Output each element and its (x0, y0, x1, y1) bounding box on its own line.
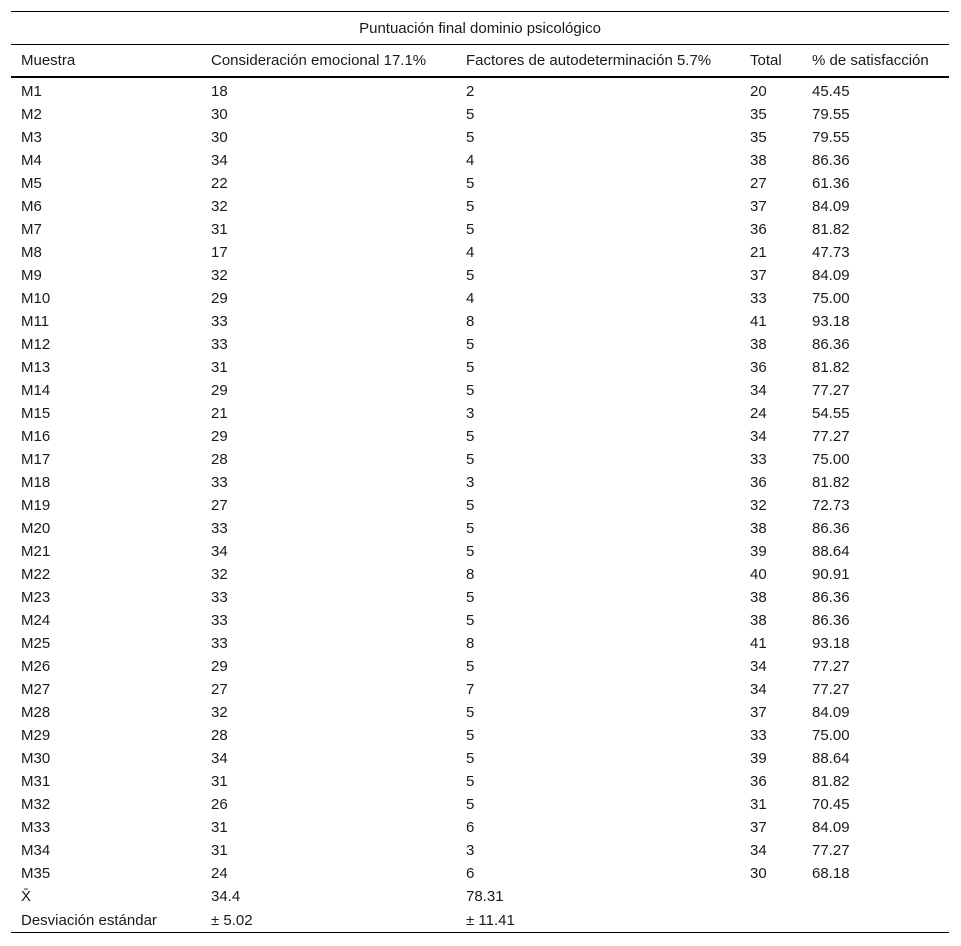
cell-satisfaccion: 68.18 (812, 865, 850, 882)
cell-total: 27 (750, 175, 767, 192)
cell-consideracion-emocional: 31 (211, 773, 228, 790)
cell-total: 41 (750, 635, 767, 652)
cell-muestra: M9 (21, 267, 42, 284)
col-header-satisfaccion: % de satisfacción (802, 45, 949, 78)
cell-factores-autodeterminacion: 5 (466, 336, 475, 353)
cell-consideracion-emocional: 31 (211, 221, 228, 238)
cell-satisfaccion: 75.00 (812, 727, 850, 744)
table-row (11, 126, 949, 149)
cell-consideracion-emocional: 30 (211, 129, 228, 146)
cell-factores-autodeterminacion: 4 (466, 244, 475, 261)
cell-total: 35 (750, 129, 767, 146)
cell-consideracion-emocional: 32 (211, 566, 228, 583)
cell-factores-autodeterminacion: 6 (466, 819, 475, 836)
cell-total: 33 (750, 451, 767, 468)
cell-factores-autodeterminacion: 5 (466, 267, 475, 284)
table-row (11, 655, 949, 678)
mean-row (11, 885, 949, 908)
summary-cell: ± 11.41 (456, 908, 740, 933)
cell-factores-autodeterminacion: 5 (466, 612, 475, 629)
cell-satisfaccion: 54.55 (812, 405, 850, 422)
cell-factores-autodeterminacion: 3 (466, 842, 475, 859)
cell-factores-autodeterminacion: 5 (466, 106, 475, 123)
cell-satisfaccion: 93.18 (812, 313, 850, 330)
cell-total: 38 (750, 520, 767, 537)
summary-cell (802, 885, 949, 908)
cell-total: 39 (750, 543, 767, 560)
cell-factores-autodeterminacion: 7 (466, 681, 475, 698)
cell-consideracion-emocional: 33 (211, 313, 228, 330)
cell-muestra: M5 (21, 175, 42, 192)
cell-total: 31 (750, 796, 767, 813)
cell-factores-autodeterminacion: 5 (466, 704, 475, 721)
cell-factores-autodeterminacion: 5 (466, 198, 475, 215)
cell-satisfaccion: 75.00 (812, 451, 850, 468)
cell-satisfaccion: 88.64 (812, 543, 850, 560)
cell-consideracion-emocional: 32 (211, 704, 228, 721)
table-caption: Puntuación final dominio psicológico (11, 12, 949, 45)
column-header-row (11, 45, 949, 78)
cell-total: 36 (750, 359, 767, 376)
cell-total: 34 (750, 658, 767, 675)
cell-muestra: M17 (21, 451, 51, 468)
cell-satisfaccion: 72.73 (812, 497, 850, 514)
cell-muestra: M8 (21, 244, 42, 261)
cell-total: 32 (750, 497, 767, 514)
cell-factores-autodeterminacion: 2 (466, 83, 475, 100)
table-row (11, 77, 949, 103)
cell-muestra: M2 (21, 106, 42, 123)
table-row (11, 310, 949, 333)
cell-consideracion-emocional: 33 (211, 336, 228, 353)
cell-muestra: M1 (21, 83, 42, 100)
cell-consideracion-emocional: 17 (211, 244, 228, 261)
cell-consideracion-emocional: 31 (211, 819, 228, 836)
cell-total: 39 (750, 750, 767, 767)
summary-cell: Desviación estándar (11, 908, 201, 933)
cell-satisfaccion: 77.27 (812, 428, 850, 445)
cell-consideracion-emocional: 24 (211, 865, 228, 882)
table-row (11, 678, 949, 701)
table-row (11, 379, 949, 402)
table-row (11, 494, 949, 517)
table-row (11, 195, 949, 218)
cell-satisfaccion: 79.55 (812, 106, 850, 123)
cell-satisfaccion: 84.09 (812, 819, 850, 836)
cell-consideracion-emocional: 33 (211, 474, 228, 491)
cell-total: 40 (750, 566, 767, 583)
cell-consideracion-emocional: 22 (211, 175, 228, 192)
cell-consideracion-emocional: 33 (211, 589, 228, 606)
table-row (11, 218, 949, 241)
table-row (11, 172, 949, 195)
cell-muestra: M30 (21, 750, 51, 767)
std-dev-row (11, 908, 949, 933)
cell-consideracion-emocional: 18 (211, 83, 228, 100)
cell-total: 34 (750, 681, 767, 698)
cell-total: 38 (750, 152, 767, 169)
cell-total: 34 (750, 842, 767, 859)
table-row (11, 448, 949, 471)
table-row (11, 241, 949, 264)
cell-muestra: M32 (21, 796, 51, 813)
summary-cell: X̄ (21, 888, 32, 905)
table-row (11, 816, 949, 839)
cell-consideracion-emocional: 33 (211, 520, 228, 537)
cell-consideracion-emocional: 34 (211, 750, 228, 767)
cell-satisfaccion: 86.36 (812, 336, 850, 353)
summary-cell: ± 5.02 (201, 908, 456, 933)
cell-total: 36 (750, 474, 767, 491)
cell-satisfaccion: 86.36 (812, 520, 850, 537)
cell-consideracion-emocional: 34 (211, 543, 228, 560)
cell-satisfaccion: 61.36 (812, 175, 850, 192)
cell-muestra: M11 (21, 313, 50, 330)
cell-factores-autodeterminacion: 5 (466, 589, 475, 606)
cell-consideracion-emocional: 26 (211, 796, 228, 813)
cell-satisfaccion: 86.36 (812, 152, 850, 169)
cell-total: 36 (750, 773, 767, 790)
cell-consideracion-emocional: 28 (211, 451, 228, 468)
cell-muestra: M23 (21, 589, 51, 606)
cell-total: 33 (750, 727, 767, 744)
cell-muestra: M25 (21, 635, 51, 652)
summary-cell (740, 908, 802, 933)
table-row (11, 770, 949, 793)
cell-consideracion-emocional: 30 (211, 106, 228, 123)
cell-factores-autodeterminacion: 5 (466, 658, 475, 675)
cell-factores-autodeterminacion: 5 (466, 359, 475, 376)
cell-total: 41 (750, 313, 767, 330)
cell-muestra: M22 (21, 566, 51, 583)
cell-satisfaccion: 84.09 (812, 267, 850, 284)
cell-muestra: M14 (21, 382, 51, 399)
table-caption-row (11, 12, 949, 45)
col-header-total: Total (740, 45, 802, 78)
cell-muestra: M26 (21, 658, 51, 675)
cell-muestra: M16 (21, 428, 51, 445)
cell-factores-autodeterminacion: 5 (466, 451, 475, 468)
cell-muestra: M3 (21, 129, 42, 146)
cell-factores-autodeterminacion: 3 (466, 474, 475, 491)
cell-total: 37 (750, 704, 767, 721)
table-row (11, 333, 949, 356)
cell-total: 33 (750, 290, 767, 307)
cell-total: 37 (750, 267, 767, 284)
col-header-consideracion-emocional: Consideración emocional 17.1% (201, 45, 456, 78)
cell-satisfaccion: 47.73 (812, 244, 850, 261)
table-row (11, 563, 949, 586)
table-row (11, 287, 949, 310)
cell-total: 38 (750, 589, 767, 606)
table-row (11, 425, 949, 448)
cell-muestra: M6 (21, 198, 42, 215)
cell-factores-autodeterminacion: 8 (466, 635, 475, 652)
cell-muestra: M10 (21, 290, 51, 307)
cell-total: 24 (750, 405, 767, 422)
cell-factores-autodeterminacion: 5 (466, 497, 475, 514)
table-row (11, 540, 949, 563)
cell-total: 37 (750, 198, 767, 215)
cell-total: 38 (750, 612, 767, 629)
table-row (11, 701, 949, 724)
table-summary (11, 885, 949, 933)
table-row (11, 632, 949, 655)
cell-satisfaccion: 77.27 (812, 842, 850, 859)
cell-factores-autodeterminacion: 5 (466, 428, 475, 445)
cell-muestra: M7 (21, 221, 42, 238)
table-row (11, 609, 949, 632)
cell-consideracion-emocional: 29 (211, 658, 228, 675)
table-row (11, 471, 949, 494)
cell-satisfaccion: 86.36 (812, 589, 850, 606)
table-row (11, 586, 949, 609)
cell-factores-autodeterminacion: 4 (466, 290, 475, 307)
cell-factores-autodeterminacion: 5 (466, 796, 475, 813)
cell-satisfaccion: 75.00 (812, 290, 850, 307)
cell-muestra: M4 (21, 152, 42, 169)
col-header-muestra: Muestra (11, 45, 201, 78)
cell-factores-autodeterminacion: 5 (466, 750, 475, 767)
cell-consideracion-emocional: 31 (211, 359, 228, 376)
cell-total: 38 (750, 336, 767, 353)
cell-satisfaccion: 84.09 (812, 704, 850, 721)
cell-factores-autodeterminacion: 5 (466, 129, 475, 146)
cell-factores-autodeterminacion: 6 (466, 865, 475, 882)
cell-muestra: M20 (21, 520, 51, 537)
cell-factores-autodeterminacion: 5 (466, 773, 475, 790)
cell-muestra: M33 (21, 819, 51, 836)
cell-consideracion-emocional: 28 (211, 727, 228, 744)
psychological-domain-table (11, 11, 949, 933)
summary-cell: 78.31 (466, 888, 504, 905)
cell-total: 30 (750, 865, 767, 882)
cell-satisfaccion: 81.82 (812, 773, 850, 790)
cell-muestra: M12 (21, 336, 51, 353)
cell-muestra: M34 (21, 842, 51, 859)
cell-factores-autodeterminacion: 5 (466, 543, 475, 560)
table-body (11, 77, 949, 885)
table-row (11, 356, 949, 379)
cell-factores-autodeterminacion: 5 (466, 727, 475, 744)
cell-muestra: M29 (21, 727, 51, 744)
cell-consideracion-emocional: 33 (211, 635, 228, 652)
cell-consideracion-emocional: 34 (211, 152, 228, 169)
cell-satisfaccion: 70.45 (812, 796, 850, 813)
cell-total: 35 (750, 106, 767, 123)
col-header-factores-autodeterminacion: Factores de autodeterminación 5.7% (456, 45, 740, 78)
cell-muestra: M24 (21, 612, 51, 629)
cell-total: 37 (750, 819, 767, 836)
cell-satisfaccion: 84.09 (812, 198, 850, 215)
table-row (11, 402, 949, 425)
table-row (11, 724, 949, 747)
cell-muestra: M18 (21, 474, 51, 491)
cell-total: 34 (750, 382, 767, 399)
cell-consideracion-emocional: 27 (211, 681, 228, 698)
cell-factores-autodeterminacion: 3 (466, 405, 475, 422)
table-row (11, 793, 949, 816)
cell-factores-autodeterminacion: 8 (466, 313, 475, 330)
cell-muestra: M35 (21, 865, 51, 882)
data-table-container (11, 11, 949, 933)
cell-factores-autodeterminacion: 5 (466, 175, 475, 192)
cell-factores-autodeterminacion: 8 (466, 566, 475, 583)
cell-satisfaccion: 77.27 (812, 382, 850, 399)
cell-consideracion-emocional: 32 (211, 267, 228, 284)
cell-factores-autodeterminacion: 4 (466, 152, 475, 169)
cell-muestra: M15 (21, 405, 51, 422)
cell-muestra: M19 (21, 497, 51, 514)
summary-cell: 34.4 (211, 888, 241, 905)
table-row (11, 862, 949, 885)
cell-muestra: M13 (21, 359, 51, 376)
cell-satisfaccion: 86.36 (812, 612, 850, 629)
cell-satisfaccion: 93.18 (812, 635, 850, 652)
cell-total: 36 (750, 221, 767, 238)
cell-factores-autodeterminacion: 5 (466, 221, 475, 238)
cell-satisfaccion: 90.91 (812, 566, 850, 583)
table-row (11, 264, 949, 287)
cell-satisfaccion: 77.27 (812, 681, 850, 698)
table-row (11, 103, 949, 126)
cell-consideracion-emocional: 33 (211, 612, 228, 629)
cell-satisfaccion: 88.64 (812, 750, 850, 767)
cell-total: 21 (750, 244, 767, 261)
cell-consideracion-emocional: 21 (211, 405, 228, 422)
cell-factores-autodeterminacion: 5 (466, 382, 475, 399)
cell-consideracion-emocional: 32 (211, 198, 228, 215)
cell-consideracion-emocional: 27 (211, 497, 228, 514)
cell-muestra: M21 (21, 543, 51, 560)
table-row (11, 747, 949, 770)
cell-satisfaccion: 77.27 (812, 658, 850, 675)
cell-muestra: M31 (21, 773, 51, 790)
cell-satisfaccion: 81.82 (812, 474, 850, 491)
cell-satisfaccion: 45.45 (812, 83, 850, 100)
summary-cell (802, 908, 949, 933)
cell-consideracion-emocional: 29 (211, 290, 228, 307)
cell-consideracion-emocional: 29 (211, 382, 228, 399)
table-row (11, 517, 949, 540)
cell-satisfaccion: 81.82 (812, 221, 850, 238)
cell-satisfaccion: 79.55 (812, 129, 850, 146)
cell-consideracion-emocional: 31 (211, 842, 228, 859)
table-row (11, 149, 949, 172)
cell-muestra: M27 (21, 681, 51, 698)
cell-satisfaccion: 81.82 (812, 359, 850, 376)
summary-cell (740, 885, 802, 908)
cell-total: 34 (750, 428, 767, 445)
table-row (11, 839, 949, 862)
cell-consideracion-emocional: 29 (211, 428, 228, 445)
cell-muestra: M28 (21, 704, 51, 721)
cell-factores-autodeterminacion: 5 (466, 520, 475, 537)
cell-total: 20 (750, 83, 767, 100)
